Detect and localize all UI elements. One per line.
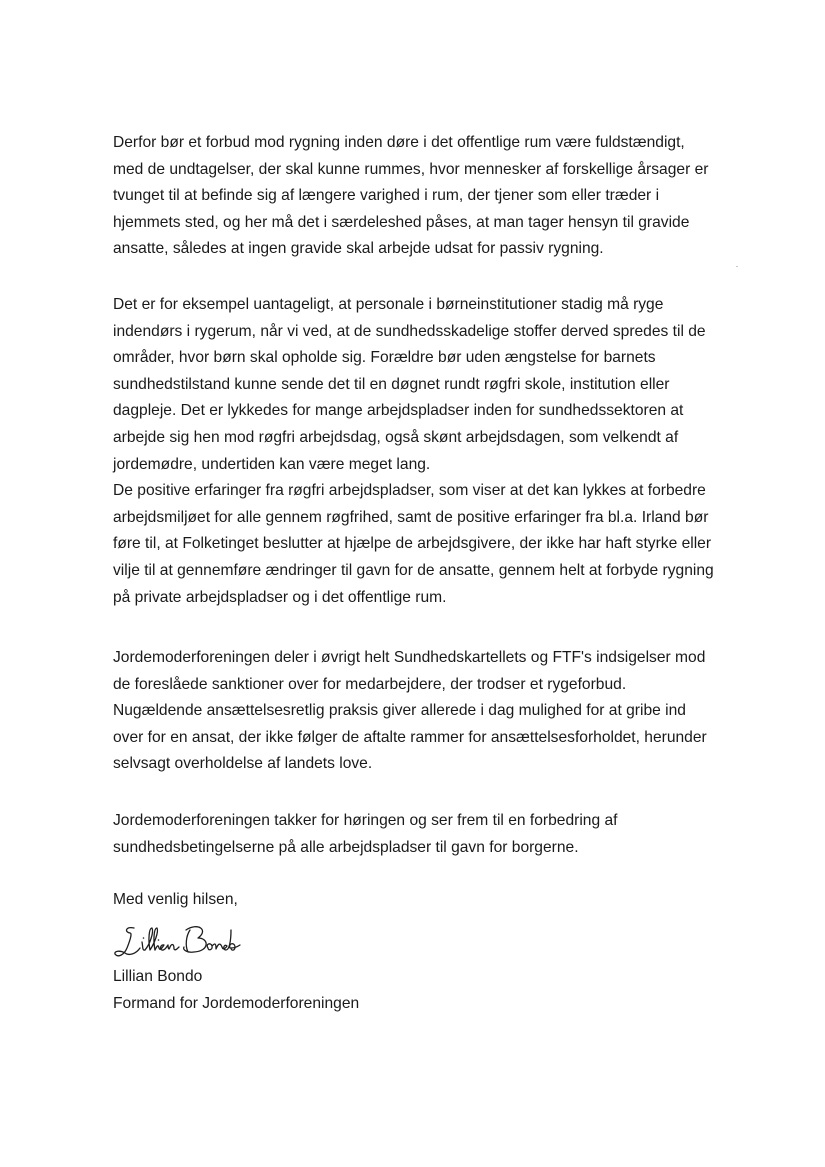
text-line: dagpleje. Det er lykkedes for mange arbejdspladser inden for sundhedssektoren at: [113, 402, 684, 420]
paragraph-childcare-and-workplaces: [113, 292, 733, 611]
handwritten-signature: [112, 918, 272, 964]
text-line: sundhedsbetingelserne på alle arbejdspladser til gavn for borgerne.: [113, 838, 579, 856]
paragraph-sanctions-objection: [113, 645, 733, 778]
text-line: De positive erfaringer fra røgfri arbejdspladser, som viser at det kan lykkes at forbedre: [113, 482, 706, 500]
text-line: jordemødre, undertiden kan være meget lang.: [113, 455, 431, 473]
text-line: selvsagt overholdelse af landets love.: [113, 755, 373, 773]
text-line: over for en ansat, der ikke følger de aftalte rammer for ansættelsesforholdet, herunder: [113, 728, 707, 746]
text-line: hjemmets sted, og her må det i særdeleshed påses, at man tager hensyn til gravide: [113, 213, 690, 231]
text-line: Derfor bør et forbud mod rygning inden døre i det offentlige rum være fuldstændigt,: [113, 134, 685, 151]
paragraph-thanks: [113, 808, 733, 861]
text-line: sundhedstilstand kunne sende det til en døgnet rundt røgfri skole, institution eller: [113, 375, 670, 393]
text-line: føre til, at Folketinget beslutter at hjælpe de arbejdsgivere, der ikke har haft styrke eller: [113, 535, 712, 553]
closing-salutation: [113, 887, 733, 914]
text-line: indendørs i rygerum, når vi ved, at de sundhedsskadelige stoffer derved spredes til de: [113, 322, 706, 340]
text-line: vilje til at gennemføre ændringer til gavn for de ansatte, gennem helt at forbyde rygning: [113, 561, 714, 579]
text-line: på private arbejdspladser og i det offentlige rum.: [113, 588, 447, 606]
signer-title: Formand for Jordemoderforeningen: [113, 994, 360, 1012]
signer-block: [113, 964, 733, 1017]
text-line: med de undtagelser, der skal kunne rummes, hvor mennesker af forskellige årsager er: [113, 160, 709, 178]
signer-name: Lillian Bondo: [113, 968, 203, 985]
text-line: arbejde sig hen mod røgfri arbejdsdag, også skønt arbejdsdagen, som velkendt af: [113, 428, 679, 446]
text-line: arbejdsmiljøet for alle gennem røgfrihed, samt de positive erfaringer fra bl.a. Irland bør: [113, 508, 709, 526]
text-line: Nugældende ansættelsesretlig praksis giver allerede i dag mulighed for at gribe ind: [113, 702, 686, 720]
paragraph-smoking-ban-indoor: [113, 130, 733, 263]
text-line: Jordemoderforeningen takker for høringen og ser frem til en forbedring af: [113, 812, 618, 829]
text-line: tvunget til at befinde sig af længere varighed i rum, der tjener som eller træder i: [113, 187, 660, 205]
text-line: Det er for eksempel uantageligt, at personale i børneinstitutioner stadig må ryge: [113, 296, 664, 313]
text-line: ansatte, således at ingen gravide skal arbejde udsat for passiv rygning.: [113, 240, 604, 258]
text-line: de foreslåede sanktioner over for medarbejdere, der trodser et rygeforbud.: [113, 675, 627, 693]
text-line: områder, hvor børn skal opholde sig. Forældre bør uden ængstelse for barnets: [113, 349, 656, 367]
text-line: Jordemoderforeningen deler i øvrigt helt Sundhedskartellets og FTF's indsigelser mod: [113, 649, 706, 666]
scan-speck: [736, 266, 738, 267]
closing-text: Med venlig hilsen,: [113, 891, 238, 908]
